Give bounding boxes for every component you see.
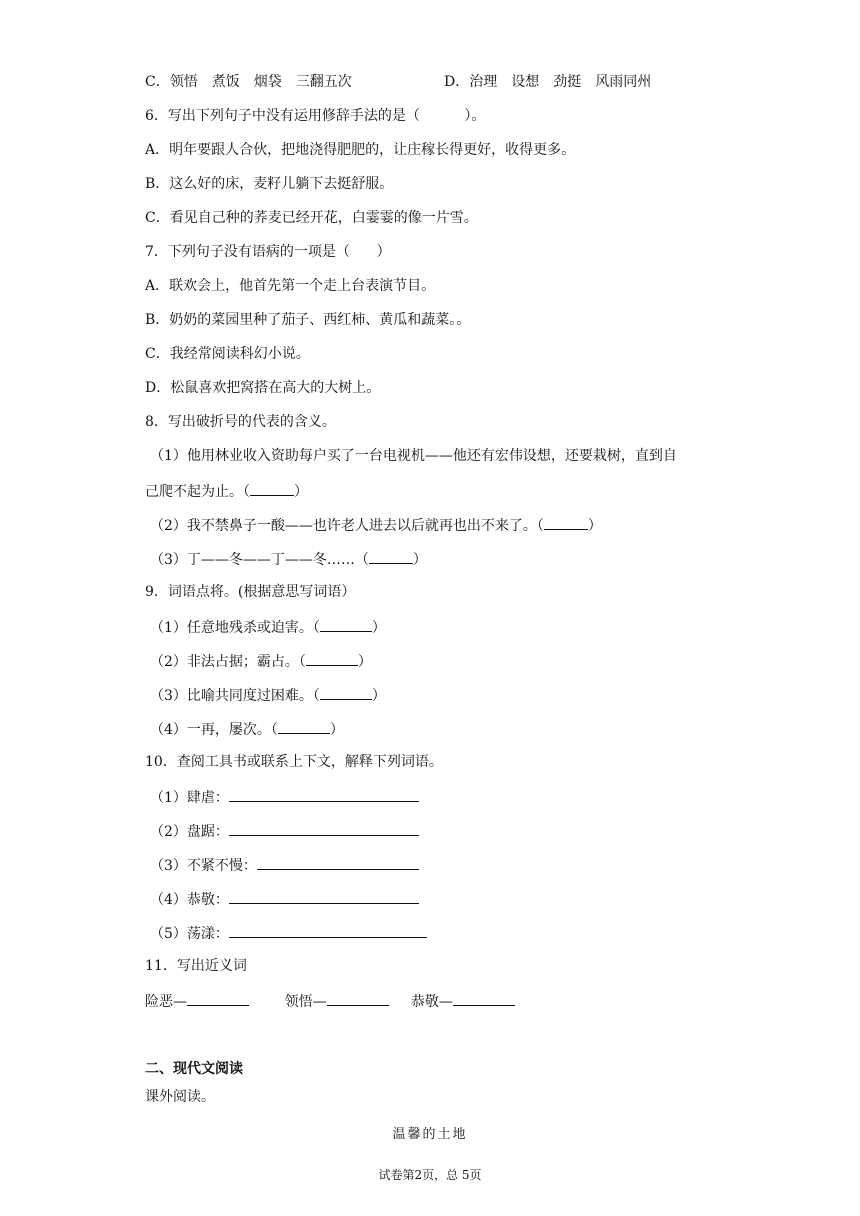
q9-sub3: （3）比喻共同度过困难。（ ）	[150, 685, 386, 705]
q8-sub3: （3）丁——冬——丁——冬……（ ）	[150, 549, 427, 569]
q5-option-c: C．领悟 煮饭 烟袋 三翻五次	[145, 74, 352, 90]
q10-sub4: （4）恭敬：	[150, 889, 419, 909]
q6-stem: 6．写出下列句子中没有运用修辞手法的是（ ）。	[145, 108, 486, 124]
q10-sub5: （5）荡漾：	[150, 923, 427, 943]
q5-option-d: D．治理 设想 劲挺 风雨同州	[444, 74, 652, 90]
q8-stem: 8．写出破折号的代表的含义。	[145, 414, 336, 430]
answer-blank[interactable]	[257, 855, 419, 870]
q10-sub1: （1）肆虐：	[150, 787, 419, 807]
answer-blank[interactable]	[187, 991, 249, 1006]
q11-words: 险恶— 领悟— 恭敬—	[145, 991, 515, 1011]
q8-sub1-line1: （1）他用林业收入资助每户买了一台电视机——他还有宏伟设想，还要栽树，直到自	[150, 448, 677, 464]
answer-blank[interactable]	[320, 685, 372, 700]
answer-blank[interactable]	[369, 549, 413, 564]
section-heading: 二、现代文阅读	[145, 1061, 243, 1077]
page-footer: 试卷第2页，总 5页	[378, 1168, 482, 1182]
q6-option-c: C．看见自己种的荞麦已经开花，白霎霎的像一片雪。	[145, 210, 478, 226]
q8-sub1-line2: 己爬不起为止。（ ）	[145, 481, 308, 501]
answer-blank[interactable]	[327, 991, 389, 1006]
q7-option-c: C．我经常阅读科幻小说。	[145, 346, 310, 362]
answer-blank[interactable]	[278, 719, 330, 734]
answer-blank[interactable]	[229, 787, 419, 802]
answer-blank[interactable]	[229, 821, 419, 836]
answer-blank[interactable]	[306, 651, 358, 666]
q8-sub2: （2）我不禁鼻子一酸——也许老人进去以后就再也出不来了。（ ）	[150, 515, 602, 535]
q6-option-a: A．明年要跟人合伙，把地浇得肥肥的，让庄稼长得更好，收得更多。	[145, 142, 576, 158]
answer-blank[interactable]	[229, 923, 427, 938]
section-intro: 课外阅读。	[145, 1089, 215, 1105]
answer-blank[interactable]	[320, 617, 372, 632]
q10-stem: 10．查阅工具书或联系上下文，解释下列词语。	[145, 754, 443, 770]
q7-option-d: D．松鼠喜欢把窝搭在高大的大树上。	[145, 380, 381, 396]
answer-blank[interactable]	[229, 889, 419, 904]
q9-sub4: （4）一再，屡次。（ ）	[150, 719, 344, 739]
q7-stem: 7．下列句子没有语病的一项是（ ）	[145, 244, 391, 260]
q7-option-a: A．联欢会上，他首先第一个走上台表演节目。	[145, 278, 436, 294]
q9-sub1: （1）任意地残杀或迫害。（ ）	[150, 617, 386, 637]
q6-option-b: B．这么好的床，麦籽儿躺下去挺舒服。	[145, 176, 394, 192]
article-title: 温馨的土地	[392, 1127, 468, 1142]
q9-sub2: （2）非法占据；霸占。（ ）	[150, 651, 372, 671]
answer-blank[interactable]	[544, 515, 588, 530]
q11-stem: 11．写出近义词	[145, 958, 247, 974]
q7-option-b: B．奶奶的菜园里种了茄子、西红柿、黄瓜和蔬菜。。	[145, 312, 471, 328]
q10-sub2: （2）盘踞：	[150, 821, 419, 841]
q9-stem: 9．词语点将。(根据意思写词语）	[145, 584, 356, 600]
answer-blank[interactable]	[250, 481, 294, 496]
answer-blank[interactable]	[453, 991, 515, 1006]
q10-sub3: （3）不紧不慢：	[150, 855, 419, 875]
